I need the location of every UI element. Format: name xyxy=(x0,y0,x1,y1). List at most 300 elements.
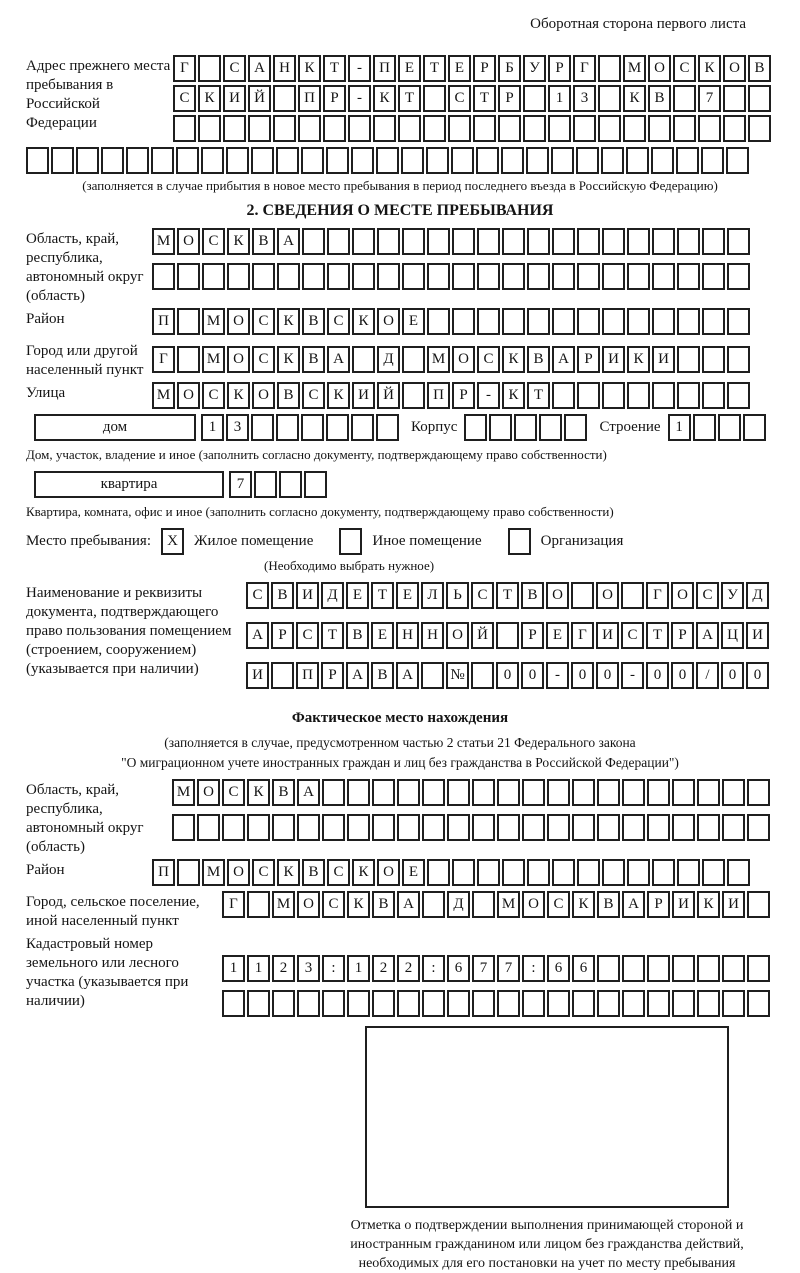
char-cell[interactable]: 3 xyxy=(573,85,596,112)
char-cell[interactable]: С xyxy=(252,859,275,886)
char-cell[interactable] xyxy=(601,147,624,174)
char-cell[interactable] xyxy=(547,779,570,806)
char-cell[interactable] xyxy=(477,263,500,290)
char-cell[interactable] xyxy=(502,263,525,290)
char-cell[interactable] xyxy=(551,147,574,174)
char-cell[interactable] xyxy=(622,955,645,982)
char-cell[interactable] xyxy=(477,228,500,255)
char-cell[interactable] xyxy=(621,582,644,609)
checkbox-organizatsiya[interactable] xyxy=(508,528,531,555)
char-cell[interactable] xyxy=(327,263,350,290)
char-cell[interactable] xyxy=(572,990,595,1017)
char-cell[interactable]: К xyxy=(627,346,650,373)
char-cell[interactable]: - xyxy=(477,382,500,409)
char-cell[interactable]: Т xyxy=(423,55,446,82)
char-cell[interactable]: - xyxy=(546,662,569,689)
char-cell[interactable]: Е xyxy=(402,859,425,886)
char-cell[interactable] xyxy=(276,147,299,174)
char-cell[interactable] xyxy=(397,779,420,806)
char-cell[interactable] xyxy=(526,147,549,174)
char-cell[interactable]: Р xyxy=(452,382,475,409)
char-cell[interactable]: С xyxy=(621,622,644,649)
char-cell[interactable]: А xyxy=(297,779,320,806)
char-cell[interactable]: 1 xyxy=(201,414,224,441)
char-cell[interactable]: Г xyxy=(152,346,175,373)
char-cell[interactable] xyxy=(198,55,221,82)
char-cell[interactable] xyxy=(747,955,770,982)
char-cell[interactable] xyxy=(523,115,546,142)
char-cell[interactable] xyxy=(427,228,450,255)
char-cell[interactable]: 1 xyxy=(247,955,270,982)
char-cell[interactable] xyxy=(348,115,371,142)
char-cell[interactable] xyxy=(697,990,720,1017)
char-cell[interactable] xyxy=(577,263,600,290)
char-cell[interactable] xyxy=(693,414,716,441)
char-cell[interactable]: М xyxy=(272,891,295,918)
char-cell[interactable] xyxy=(273,85,296,112)
char-cell[interactable] xyxy=(298,115,321,142)
char-cell[interactable] xyxy=(573,115,596,142)
char-cell[interactable] xyxy=(76,147,99,174)
char-cell[interactable]: Т xyxy=(323,55,346,82)
char-cell[interactable]: 2 xyxy=(272,955,295,982)
char-cell[interactable]: С xyxy=(173,85,196,112)
char-cell[interactable] xyxy=(747,990,770,1017)
char-cell[interactable]: 6 xyxy=(547,955,570,982)
char-cell[interactable]: С xyxy=(327,308,350,335)
char-cell[interactable]: № xyxy=(446,662,469,689)
char-cell[interactable] xyxy=(748,85,771,112)
char-cell[interactable] xyxy=(201,147,224,174)
char-cell[interactable] xyxy=(552,308,575,335)
char-cell[interactable] xyxy=(676,147,699,174)
char-cell[interactable]: Т xyxy=(321,622,344,649)
char-cell[interactable]: О xyxy=(177,228,200,255)
char-cell[interactable]: Ь xyxy=(446,582,469,609)
char-cell[interactable]: Р xyxy=(521,622,544,649)
char-cell[interactable]: М xyxy=(202,308,225,335)
char-cell[interactable] xyxy=(648,115,671,142)
char-cell[interactable] xyxy=(447,779,470,806)
char-cell[interactable] xyxy=(627,263,650,290)
char-cell[interactable]: В xyxy=(272,779,295,806)
char-cell[interactable] xyxy=(597,990,620,1017)
char-cell[interactable]: / xyxy=(696,662,719,689)
char-cell[interactable]: О xyxy=(522,891,545,918)
char-cell[interactable] xyxy=(723,85,746,112)
char-cell[interactable] xyxy=(597,955,620,982)
char-cell[interactable] xyxy=(552,263,575,290)
char-cell[interactable] xyxy=(552,382,575,409)
char-cell[interactable] xyxy=(602,263,625,290)
char-cell[interactable] xyxy=(652,382,675,409)
char-cell[interactable]: С xyxy=(448,85,471,112)
char-cell[interactable]: В xyxy=(648,85,671,112)
char-cell[interactable] xyxy=(276,414,299,441)
char-cell[interactable]: К xyxy=(697,891,720,918)
char-cell[interactable] xyxy=(652,308,675,335)
char-cell[interactable]: Н xyxy=(396,622,419,649)
char-cell[interactable] xyxy=(421,662,444,689)
char-cell[interactable] xyxy=(651,147,674,174)
char-cell[interactable]: Й xyxy=(471,622,494,649)
char-cell[interactable] xyxy=(476,147,499,174)
char-cell[interactable]: Е xyxy=(396,582,419,609)
char-cell[interactable] xyxy=(702,263,725,290)
char-cell[interactable] xyxy=(301,147,324,174)
char-cell[interactable]: 6 xyxy=(572,955,595,982)
char-cell[interactable] xyxy=(279,471,302,498)
char-cell[interactable] xyxy=(697,955,720,982)
char-cell[interactable] xyxy=(677,308,700,335)
char-cell[interactable] xyxy=(672,779,695,806)
char-cell[interactable] xyxy=(622,990,645,1017)
char-cell[interactable] xyxy=(577,308,600,335)
dom-box[interactable]: дом xyxy=(34,414,196,441)
char-cell[interactable]: П xyxy=(298,85,321,112)
char-cell[interactable]: Л xyxy=(421,582,444,609)
char-cell[interactable]: 0 xyxy=(721,662,744,689)
char-cell[interactable] xyxy=(402,346,425,373)
char-cell[interactable] xyxy=(272,990,295,1017)
char-cell[interactable] xyxy=(172,814,195,841)
char-cell[interactable] xyxy=(622,779,645,806)
char-cell[interactable] xyxy=(497,990,520,1017)
char-cell[interactable]: 0 xyxy=(671,662,694,689)
char-cell[interactable] xyxy=(322,990,345,1017)
char-cell[interactable] xyxy=(547,990,570,1017)
char-cell[interactable]: 0 xyxy=(646,662,669,689)
char-cell[interactable] xyxy=(572,779,595,806)
char-cell[interactable]: О xyxy=(227,308,250,335)
char-cell[interactable] xyxy=(247,814,270,841)
char-cell[interactable]: Е xyxy=(398,55,421,82)
kvartira-box[interactable]: квартира xyxy=(34,471,224,498)
char-cell[interactable]: С xyxy=(302,382,325,409)
char-cell[interactable]: Д xyxy=(447,891,470,918)
char-cell[interactable]: Р xyxy=(548,55,571,82)
char-cell[interactable] xyxy=(427,308,450,335)
char-cell[interactable]: У xyxy=(721,582,744,609)
char-cell[interactable] xyxy=(401,147,424,174)
char-cell[interactable]: А xyxy=(277,228,300,255)
char-cell[interactable]: Т xyxy=(398,85,421,112)
char-cell[interactable] xyxy=(602,382,625,409)
char-cell[interactable] xyxy=(223,115,246,142)
char-cell[interactable]: М xyxy=(152,228,175,255)
char-cell[interactable] xyxy=(152,263,175,290)
char-cell[interactable] xyxy=(322,814,345,841)
char-cell[interactable]: О xyxy=(297,891,320,918)
char-cell[interactable] xyxy=(247,990,270,1017)
char-cell[interactable]: А xyxy=(327,346,350,373)
char-cell[interactable] xyxy=(722,814,745,841)
char-cell[interactable] xyxy=(677,346,700,373)
char-cell[interactable] xyxy=(347,990,370,1017)
char-cell[interactable]: И xyxy=(246,662,269,689)
char-cell[interactable]: 6 xyxy=(447,955,470,982)
char-cell[interactable]: - xyxy=(621,662,644,689)
char-cell[interactable] xyxy=(297,814,320,841)
char-cell[interactable] xyxy=(473,115,496,142)
char-cell[interactable]: Т xyxy=(646,622,669,649)
char-cell[interactable]: О xyxy=(648,55,671,82)
char-cell[interactable] xyxy=(51,147,74,174)
char-cell[interactable]: М xyxy=(202,859,225,886)
char-cell[interactable] xyxy=(501,147,524,174)
char-cell[interactable]: Д xyxy=(377,346,400,373)
char-cell[interactable]: А xyxy=(622,891,645,918)
char-cell[interactable] xyxy=(472,779,495,806)
char-cell[interactable]: О xyxy=(197,779,220,806)
char-cell[interactable] xyxy=(672,814,695,841)
char-cell[interactable] xyxy=(548,115,571,142)
char-cell[interactable]: С xyxy=(223,55,246,82)
char-cell[interactable]: В xyxy=(372,891,395,918)
char-cell[interactable]: Е xyxy=(402,308,425,335)
char-cell[interactable] xyxy=(722,990,745,1017)
char-cell[interactable] xyxy=(502,228,525,255)
char-cell[interactable] xyxy=(747,891,770,918)
char-cell[interactable]: С xyxy=(696,582,719,609)
char-cell[interactable]: - xyxy=(348,85,371,112)
char-cell[interactable] xyxy=(176,147,199,174)
char-cell[interactable]: 7 xyxy=(497,955,520,982)
char-cell[interactable] xyxy=(327,228,350,255)
char-cell[interactable] xyxy=(452,263,475,290)
char-cell[interactable] xyxy=(372,990,395,1017)
char-cell[interactable] xyxy=(743,414,766,441)
char-cell[interactable] xyxy=(496,622,519,649)
char-cell[interactable]: Е xyxy=(546,622,569,649)
char-cell[interactable] xyxy=(727,382,750,409)
char-cell[interactable]: С xyxy=(673,55,696,82)
char-cell[interactable]: В xyxy=(527,346,550,373)
char-cell[interactable] xyxy=(304,471,327,498)
char-cell[interactable]: В xyxy=(521,582,544,609)
char-cell[interactable] xyxy=(397,814,420,841)
char-cell[interactable] xyxy=(301,414,324,441)
char-cell[interactable]: 0 xyxy=(521,662,544,689)
char-cell[interactable]: 1 xyxy=(222,955,245,982)
char-cell[interactable] xyxy=(347,779,370,806)
char-cell[interactable] xyxy=(248,115,271,142)
char-cell[interactable]: П xyxy=(152,308,175,335)
char-cell[interactable] xyxy=(673,115,696,142)
char-cell[interactable] xyxy=(477,859,500,886)
char-cell[interactable] xyxy=(571,582,594,609)
char-cell[interactable]: К xyxy=(347,891,370,918)
char-cell[interactable]: : xyxy=(322,955,345,982)
char-cell[interactable] xyxy=(527,859,550,886)
char-cell[interactable]: М xyxy=(427,346,450,373)
char-cell[interactable] xyxy=(126,147,149,174)
char-cell[interactable]: Д xyxy=(746,582,769,609)
char-cell[interactable] xyxy=(423,85,446,112)
char-cell[interactable]: П xyxy=(373,55,396,82)
char-cell[interactable]: О xyxy=(452,346,475,373)
char-cell[interactable]: К xyxy=(502,382,525,409)
char-cell[interactable] xyxy=(197,814,220,841)
char-cell[interactable]: С xyxy=(246,582,269,609)
char-cell[interactable]: И xyxy=(223,85,246,112)
char-cell[interactable] xyxy=(723,115,746,142)
char-cell[interactable]: О xyxy=(177,382,200,409)
char-cell[interactable] xyxy=(222,814,245,841)
char-cell[interactable] xyxy=(376,147,399,174)
char-cell[interactable] xyxy=(598,115,621,142)
char-cell[interactable]: Т xyxy=(473,85,496,112)
char-cell[interactable] xyxy=(452,859,475,886)
char-cell[interactable] xyxy=(452,308,475,335)
char-cell[interactable] xyxy=(423,115,446,142)
char-cell[interactable] xyxy=(101,147,124,174)
char-cell[interactable] xyxy=(451,147,474,174)
char-cell[interactable] xyxy=(652,228,675,255)
char-cell[interactable] xyxy=(702,346,725,373)
char-cell[interactable]: А xyxy=(248,55,271,82)
char-cell[interactable]: 0 xyxy=(496,662,519,689)
char-cell[interactable] xyxy=(572,814,595,841)
char-cell[interactable] xyxy=(452,228,475,255)
char-cell[interactable] xyxy=(472,891,495,918)
char-cell[interactable] xyxy=(502,308,525,335)
char-cell[interactable] xyxy=(672,955,695,982)
char-cell[interactable] xyxy=(647,990,670,1017)
char-cell[interactable]: О xyxy=(596,582,619,609)
char-cell[interactable]: О xyxy=(723,55,746,82)
char-cell[interactable] xyxy=(177,263,200,290)
char-cell[interactable] xyxy=(402,228,425,255)
char-cell[interactable] xyxy=(627,308,650,335)
char-cell[interactable]: С xyxy=(547,891,570,918)
char-cell[interactable] xyxy=(398,115,421,142)
char-cell[interactable] xyxy=(622,814,645,841)
char-cell[interactable] xyxy=(271,662,294,689)
char-cell[interactable] xyxy=(627,228,650,255)
char-cell[interactable]: Т xyxy=(371,582,394,609)
char-cell[interactable] xyxy=(326,147,349,174)
char-cell[interactable] xyxy=(627,859,650,886)
char-cell[interactable]: П xyxy=(427,382,450,409)
char-cell[interactable]: В xyxy=(302,308,325,335)
char-cell[interactable] xyxy=(251,147,274,174)
char-cell[interactable] xyxy=(647,779,670,806)
char-cell[interactable] xyxy=(472,990,495,1017)
char-cell[interactable] xyxy=(323,115,346,142)
char-cell[interactable]: К xyxy=(277,346,300,373)
char-cell[interactable]: Г xyxy=(222,891,245,918)
char-cell[interactable]: Е xyxy=(346,582,369,609)
char-cell[interactable] xyxy=(701,147,724,174)
char-cell[interactable]: Г xyxy=(571,622,594,649)
char-cell[interactable] xyxy=(448,115,471,142)
char-cell[interactable] xyxy=(177,346,200,373)
char-cell[interactable]: А xyxy=(696,622,719,649)
char-cell[interactable]: 1 xyxy=(668,414,691,441)
char-cell[interactable] xyxy=(727,263,750,290)
char-cell[interactable] xyxy=(552,228,575,255)
char-cell[interactable] xyxy=(498,115,521,142)
char-cell[interactable] xyxy=(422,779,445,806)
char-cell[interactable]: К xyxy=(198,85,221,112)
char-cell[interactable] xyxy=(577,382,600,409)
char-cell[interactable] xyxy=(254,471,277,498)
char-cell[interactable]: В xyxy=(271,582,294,609)
char-cell[interactable] xyxy=(422,814,445,841)
char-cell[interactable] xyxy=(202,263,225,290)
char-cell[interactable] xyxy=(352,263,375,290)
char-cell[interactable]: 7 xyxy=(472,955,495,982)
char-cell[interactable] xyxy=(302,228,325,255)
char-cell[interactable] xyxy=(426,147,449,174)
char-cell[interactable] xyxy=(151,147,174,174)
char-cell[interactable]: 7 xyxy=(229,471,252,498)
char-cell[interactable]: В xyxy=(748,55,771,82)
checkbox-zhiloe[interactable]: X xyxy=(161,528,184,555)
char-cell[interactable]: 3 xyxy=(297,955,320,982)
char-cell[interactable] xyxy=(577,859,600,886)
char-cell[interactable]: И xyxy=(672,891,695,918)
char-cell[interactable] xyxy=(597,814,620,841)
char-cell[interactable]: Ц xyxy=(721,622,744,649)
char-cell[interactable]: 3 xyxy=(226,414,249,441)
char-cell[interactable]: 7 xyxy=(698,85,721,112)
char-cell[interactable] xyxy=(702,228,725,255)
char-cell[interactable] xyxy=(697,814,720,841)
char-cell[interactable]: Д xyxy=(321,582,344,609)
char-cell[interactable]: М xyxy=(152,382,175,409)
char-cell[interactable] xyxy=(397,990,420,1017)
char-cell[interactable] xyxy=(527,308,550,335)
char-cell[interactable] xyxy=(273,115,296,142)
char-cell[interactable] xyxy=(251,414,274,441)
char-cell[interactable]: Р xyxy=(671,622,694,649)
char-cell[interactable] xyxy=(652,859,675,886)
char-cell[interactable] xyxy=(351,414,374,441)
char-cell[interactable] xyxy=(422,891,445,918)
char-cell[interactable] xyxy=(602,228,625,255)
char-cell[interactable] xyxy=(226,147,249,174)
char-cell[interactable]: К xyxy=(352,859,375,886)
char-cell[interactable] xyxy=(272,814,295,841)
char-cell[interactable] xyxy=(173,115,196,142)
char-cell[interactable] xyxy=(514,414,537,441)
char-cell[interactable]: К xyxy=(227,382,250,409)
char-cell[interactable] xyxy=(422,990,445,1017)
char-cell[interactable]: И xyxy=(722,891,745,918)
char-cell[interactable] xyxy=(402,382,425,409)
char-cell[interactable]: 1 xyxy=(548,85,571,112)
char-cell[interactable] xyxy=(247,891,270,918)
char-cell[interactable]: А xyxy=(396,662,419,689)
char-cell[interactable] xyxy=(373,115,396,142)
char-cell[interactable]: С xyxy=(477,346,500,373)
char-cell[interactable]: И xyxy=(602,346,625,373)
char-cell[interactable] xyxy=(472,814,495,841)
char-cell[interactable]: К xyxy=(227,228,250,255)
char-cell[interactable] xyxy=(697,779,720,806)
char-cell[interactable]: С xyxy=(471,582,494,609)
char-cell[interactable] xyxy=(427,859,450,886)
char-cell[interactable] xyxy=(626,147,649,174)
char-cell[interactable] xyxy=(347,814,370,841)
char-cell[interactable]: Б xyxy=(498,55,521,82)
char-cell[interactable] xyxy=(227,263,250,290)
char-cell[interactable] xyxy=(677,382,700,409)
char-cell[interactable]: Й xyxy=(248,85,271,112)
char-cell[interactable]: : xyxy=(422,955,445,982)
